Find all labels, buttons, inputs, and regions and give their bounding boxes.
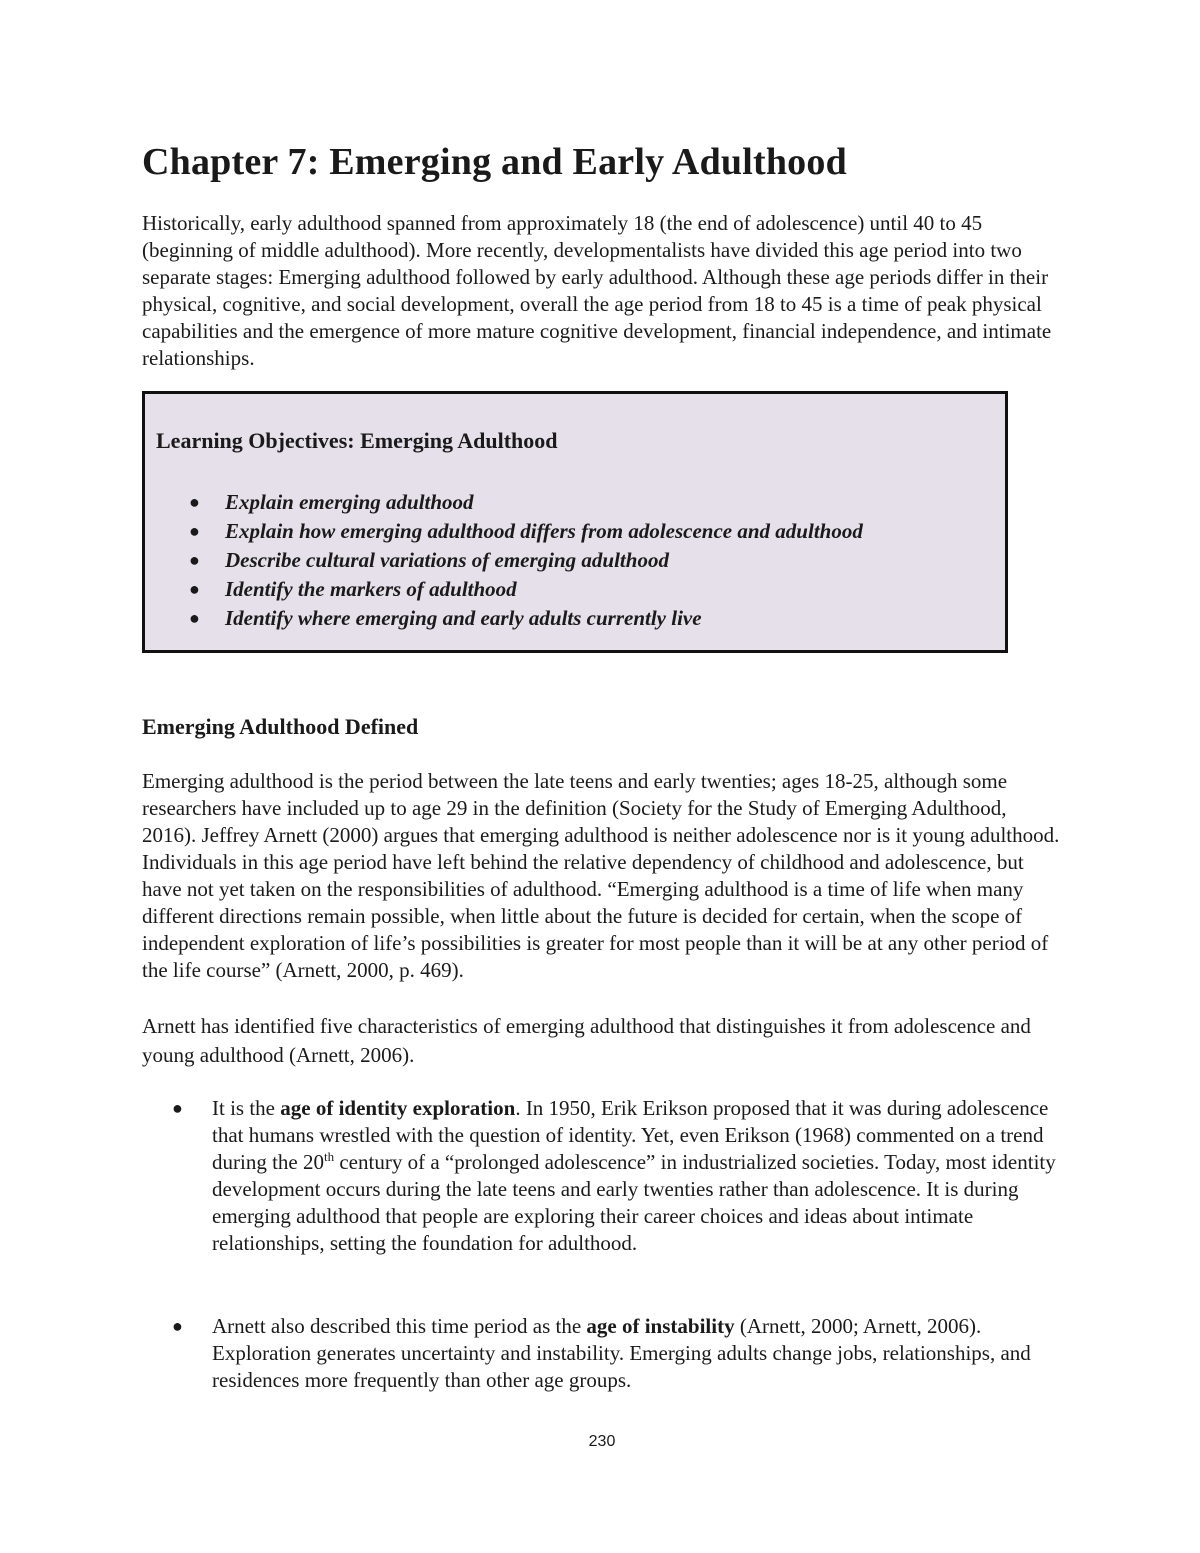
superscript: th <box>323 1149 335 1164</box>
section-heading: Emerging Adulthood Defined <box>142 714 419 739</box>
bullet-icon: ● <box>189 608 200 628</box>
characteristic-text-end: (Arnett, 2000; Arnett, 2006). Exploration generates uncertainty and instability. Emerging adults change jobs, relationships, and residences more frequently than other age groups. <box>212 1314 1031 1392</box>
objective-text: Identify where emerging and early adults currently live <box>225 606 702 630</box>
characteristic-term: age of identity exploration <box>280 1096 516 1120</box>
bullet-icon: ● <box>189 579 200 599</box>
objective-item <box>145 575 863 604</box>
learning-objectives-list <box>145 488 863 633</box>
bullet-icon: ● <box>189 492 200 512</box>
objective-item <box>145 488 863 517</box>
page-number: 230 <box>588 1433 616 1450</box>
objective-text: Explain how emerging adulthood differs from adolescence and adulthood <box>225 519 863 543</box>
characteristic-text-middle: . In 1950, Erik Erikson proposed that it was during adolescence that humans wrestled with the question of identity. Yet, even Erikson (1968) commented on a trend during the 20 <box>212 1096 1049 1174</box>
bullet-icon: ● <box>172 1098 183 1118</box>
intro-paragraph: Historically, early adulthood spanned from approximately 18 (the end of adolescence) until 40 to 45 (beginning of middle adulthood). More recently, developmentalists have divided this age period into two separate stages: Emerging adulthood followed by early adulthood. Although these age periods differ in their physical, cognitive, and social development, overall the age period from 18 to 45 is a time of peak physical capabilities and the emergence of more mature cognitive development, financial independence, and intimate relationships. <box>142 211 1052 370</box>
characteristic-item <box>142 1095 1072 1257</box>
objective-item <box>145 546 863 575</box>
characteristic-text-start: Arnett also described this time period as the <box>212 1314 587 1338</box>
objective-text: Identify the markers of adulthood <box>225 577 517 601</box>
bullet-icon: ● <box>189 550 200 570</box>
objective-text: Describe cultural variations of emerging adulthood <box>225 548 669 572</box>
characteristic-text-end: century of a “prolonged adolescence” in industrialized societies. Today, most identity development occurs during the late teens and early twenties rather than adolescence. It is during emerging adulthood that people are exploring their career choices and ideas about intimate relationships, setting the foundation for adulthood. <box>212 1150 1056 1255</box>
bullet-icon: ● <box>172 1316 183 1336</box>
bullet-icon: ● <box>189 521 200 541</box>
characteristic-text-start: It is the <box>212 1096 281 1120</box>
body-paragraph-definition: Emerging adulthood is the period between the late teens and early twenties; ages 18-25, although some researchers have included up to age 29 in the definition (Society for the Study of Emerging Adulthood, 2016). Jeffrey Arnett (2000) argues that emerging adulthood is neither adolescence nor is it young adulthood. Individuals in this age period have left behind the relative dependency of childhood and adolescence, but have not yet taken on the responsibilities of adulthood. “Emerging adulthood is a time of life when many different directions remain possible, when little about the future is decided for certain, when the scope of independent exploration of life’s possibilities is greater for most people than it will be at any other period of the life course” (Arnett, 2000, p. 469). <box>142 769 1060 982</box>
objective-item <box>145 517 863 546</box>
objective-item <box>145 604 863 633</box>
objective-text: Explain emerging adulthood <box>225 490 474 514</box>
learning-objectives-title: Learning Objectives: Emerging Adulthood <box>156 428 558 453</box>
characteristic-term: age of instability <box>586 1314 735 1338</box>
learning-objectives-box <box>142 391 1008 653</box>
body-paragraph-characteristics-intro: Arnett has identified five characteristics of emerging adulthood that distinguishes it from adolescence and young adulthood (Arnett, 2006). <box>142 1014 1031 1067</box>
characteristic-item <box>142 1313 1072 1394</box>
chapter-title: Chapter 7: Emerging and Early Adulthood <box>142 141 847 183</box>
